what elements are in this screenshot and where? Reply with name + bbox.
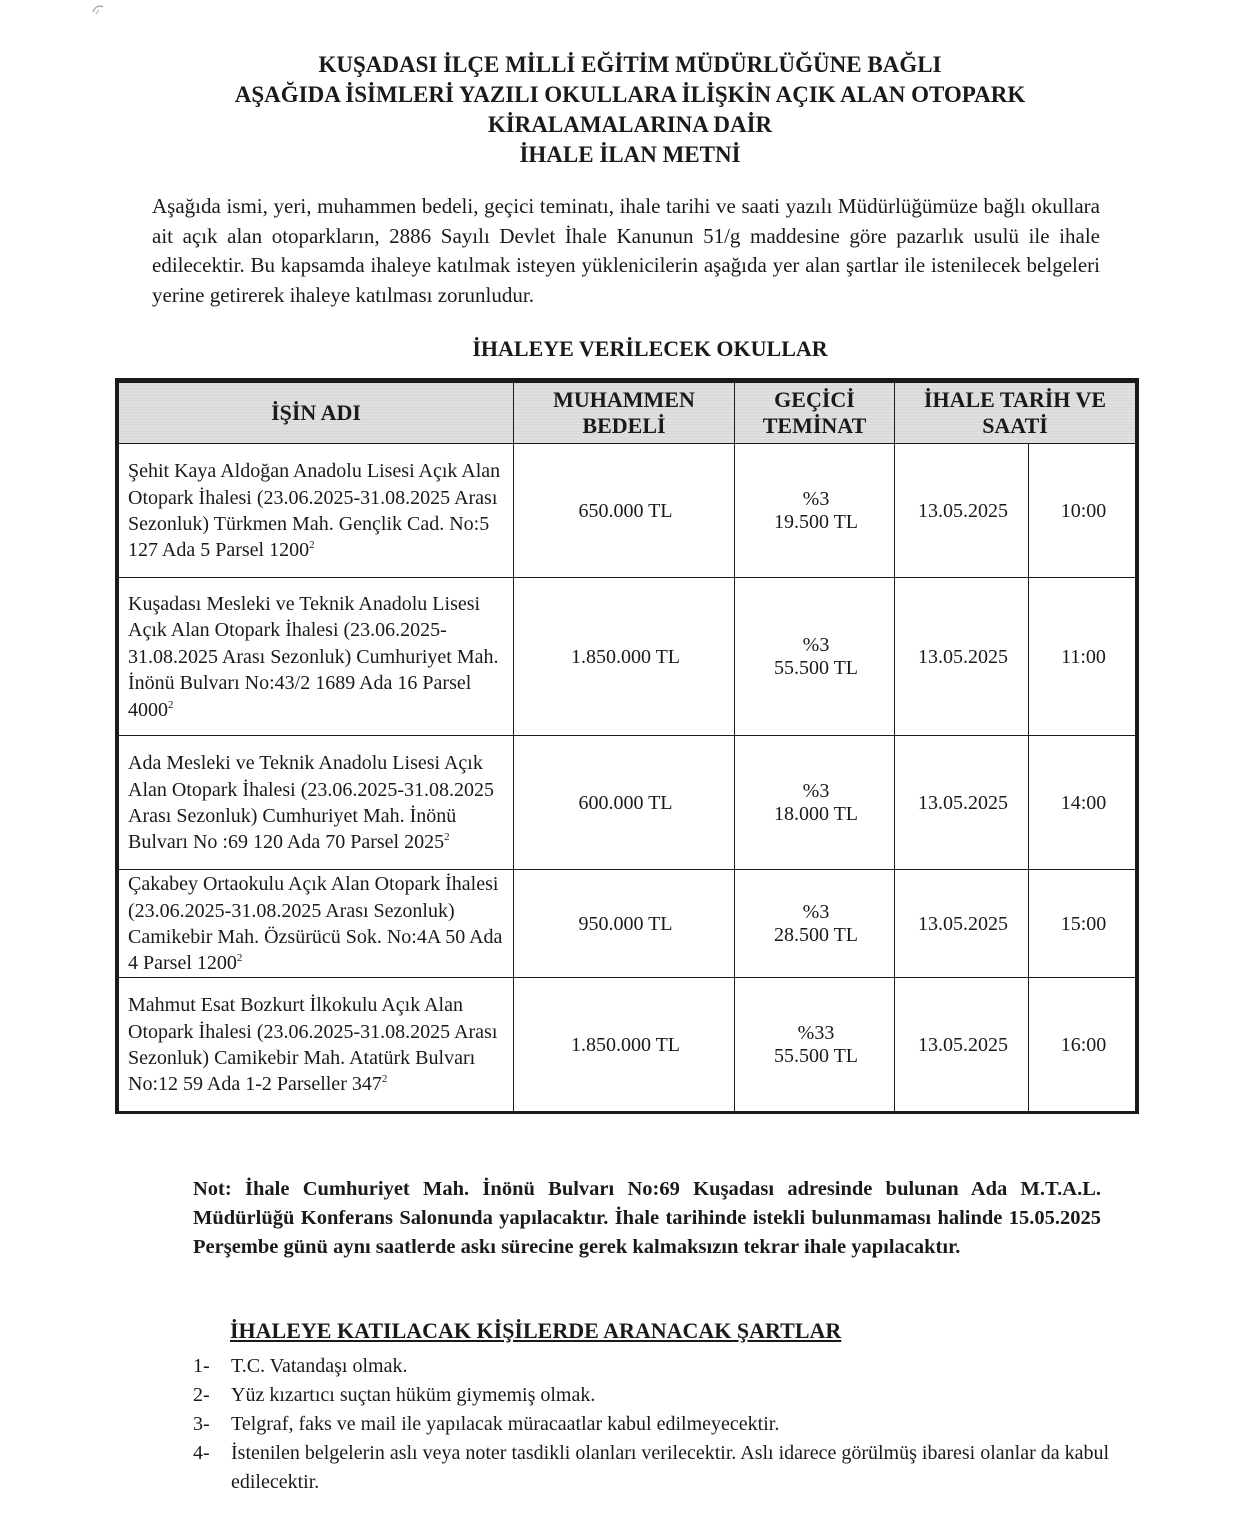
row-job-name: Şehit Kaya Aldoğan Anadolu Lisesi Açık Alan Otopark İhalesi (23.06.2025-31.08.2025 Arası Sezonluk) Türkmen Mah. Gençlik Cad. No:5 127 Ada 5 Parsel 1200$^2$ [119, 444, 514, 578]
condition-text: T.C. Vatandaşı olmak. [231, 1355, 408, 1377]
header-tender-date-time: İHALE TARİH VE SAATİ [895, 383, 1136, 444]
row-deposit: %3 55.500 TL [735, 578, 895, 736]
condition-number: 3- [193, 1413, 210, 1435]
scan-mark [90, 2, 106, 16]
row-job-name: Ada Mesleki ve Teknik Anadolu Lisesi Açık Alan Otopark İhalesi (23.06.2025-31.08.2025 Arası Sezonluk) Cumhuriyet Mah. İnönü Bulvarı No :69 120 Ada 70 Parsel 2025$^2$ [119, 736, 514, 870]
row-deposit: %33 55.500 TL [735, 978, 895, 1112]
row-time: 10:00 [1029, 444, 1136, 578]
row-deposit: %3 19.500 TL [735, 444, 895, 578]
condition-number: 2- [193, 1384, 210, 1406]
row-price: 1.850.000 TL [514, 978, 735, 1112]
schools-table-frame [115, 378, 1139, 1114]
row-time: 11:00 [1029, 578, 1136, 736]
condition-text: Yüz kızartıcı suçtan hüküm giymemiş olmak. [231, 1384, 596, 1406]
condition-number: 1- [193, 1355, 210, 1377]
title-line-4: İHALE İLAN METNİ [519, 142, 741, 167]
title-line-1: KUŞADASI İLÇE MİLLİ EĞİTİM MÜDÜRLÜĞÜNE BAĞLI [318, 52, 942, 77]
table-row [119, 870, 1136, 978]
row-deposit: %3 18.000 TL [735, 736, 895, 870]
list-item [193, 1381, 1153, 1410]
list-item [193, 1352, 1153, 1381]
row-deposit: %3 28.500 TL [735, 870, 895, 978]
table-row [119, 444, 1136, 578]
row-price: 950.000 TL [514, 870, 735, 978]
header-estimated-price: MUHAMMEN BEDELİ [514, 383, 735, 444]
row-date: 13.05.2025 [895, 736, 1029, 870]
intro-paragraph: Aşağıda ismi, yeri, muhammen bedeli, geçici teminatı, ihale tarihi ve saati yazılı Müdürlüğümüze bağlı okullara ait açık alan otoparkların, 2886 Sayılı Devlet İhale Kanunun 51/g maddesine göre pazarlık usulü ile ihale edilecektir. Bu kapsamda ihaleye katılmak isteyen yüklenicilerin aşağıda yer alan şartlar ile istenilecek belgeleri yerine getirerek ihaleye katılması zorunludur. [152, 194, 1100, 307]
conditions-title: İHALEYE KATILACAK KİŞİLERDE ARANACAK ŞARTLAR [230, 1318, 842, 1343]
title-line-3: KİRALAMALARINA DAİR [487, 112, 773, 137]
list-item [193, 1410, 1153, 1439]
row-job-name: Çakabey Ortaokulu Açık Alan Otopark İhalesi (23.06.2025-31.08.2025 Arası Sezonluk) Camikebir Mah. Özsürücü Sok. No:4A 50 Ada 4 Parsel 1200$^2$ [119, 870, 514, 978]
row-job-name: Kuşadası Mesleki ve Teknik Anadolu Lisesi Açık Alan Otopark İhalesi (23.06.2025-31.08.2025 Arası Sezonluk) Cumhuriyet Mah. İnönü Bulvarı No:43/2 1689 Ada 16 Parsel 4000$^2$ [119, 578, 514, 736]
title-line-2: AŞAĞIDA İSİMLERİ YAZILI OKULLARA İLİŞKİN AÇIK ALAN OTOPARK [234, 82, 1026, 107]
row-price: 1.850.000 TL [514, 578, 735, 736]
header-provisional-deposit: GEÇİCİ TEMİNAT [735, 383, 895, 444]
document-title [150, 50, 1110, 170]
condition-number: 4- [193, 1442, 210, 1464]
table-row [119, 736, 1136, 870]
row-time: 15:00 [1029, 870, 1136, 978]
row-date: 13.05.2025 [895, 444, 1029, 578]
table-row [119, 578, 1136, 736]
row-date: 13.05.2025 [895, 978, 1029, 1112]
table-header-row [119, 383, 1136, 444]
row-price: 650.000 TL [514, 444, 735, 578]
condition-text: Telgraf, faks ve mail ile yapılacak müracaatlar kabul edilmeyecektir. [231, 1413, 780, 1435]
row-price: 600.000 TL [514, 736, 735, 870]
row-time: 16:00 [1029, 978, 1136, 1112]
row-date: 13.05.2025 [895, 870, 1029, 978]
list-item [193, 1439, 1153, 1497]
row-job-name: Mahmut Esat Bozkurt İlkokulu Açık Alan Otopark İhalesi (23.06.2025-31.08.2025 Arası Sezonluk) Camikebir Mah. Atatürk Bulvarı No:12 59 Ada 1-2 Parseller $347^2$ [119, 978, 514, 1112]
condition-text: İstenilen belgelerin aslı veya noter tasdikli olanları verilecektir. Aslı idarece görülmüş ibaresi olanlar da kabul edilecektir. [231, 1442, 1110, 1493]
header-job-name: İŞİN ADI [119, 383, 514, 444]
schools-table [118, 382, 1136, 1112]
tender-note: Not: İhale Cumhuriyet Mah. İnönü Bulvarı No:69 Kuşadası adresinde bulunan Ada M.T.A.L. Müdürlüğü Konferans Salonunda yapılacaktır. İhale tarihinde istekli bulunmaması halinde 15.05.2025 Perşembe günü aynı saatlerde askı sürecine gerek kalmaksızın tekrar ihale yapılacaktır. [193, 1178, 1101, 1258]
conditions-list [193, 1352, 1153, 1497]
table-row [119, 978, 1136, 1112]
schools-section-title: İHALEYE VERİLECEK OKULLAR [472, 336, 828, 361]
row-time: 14:00 [1029, 736, 1136, 870]
row-date: 13.05.2025 [895, 578, 1029, 736]
